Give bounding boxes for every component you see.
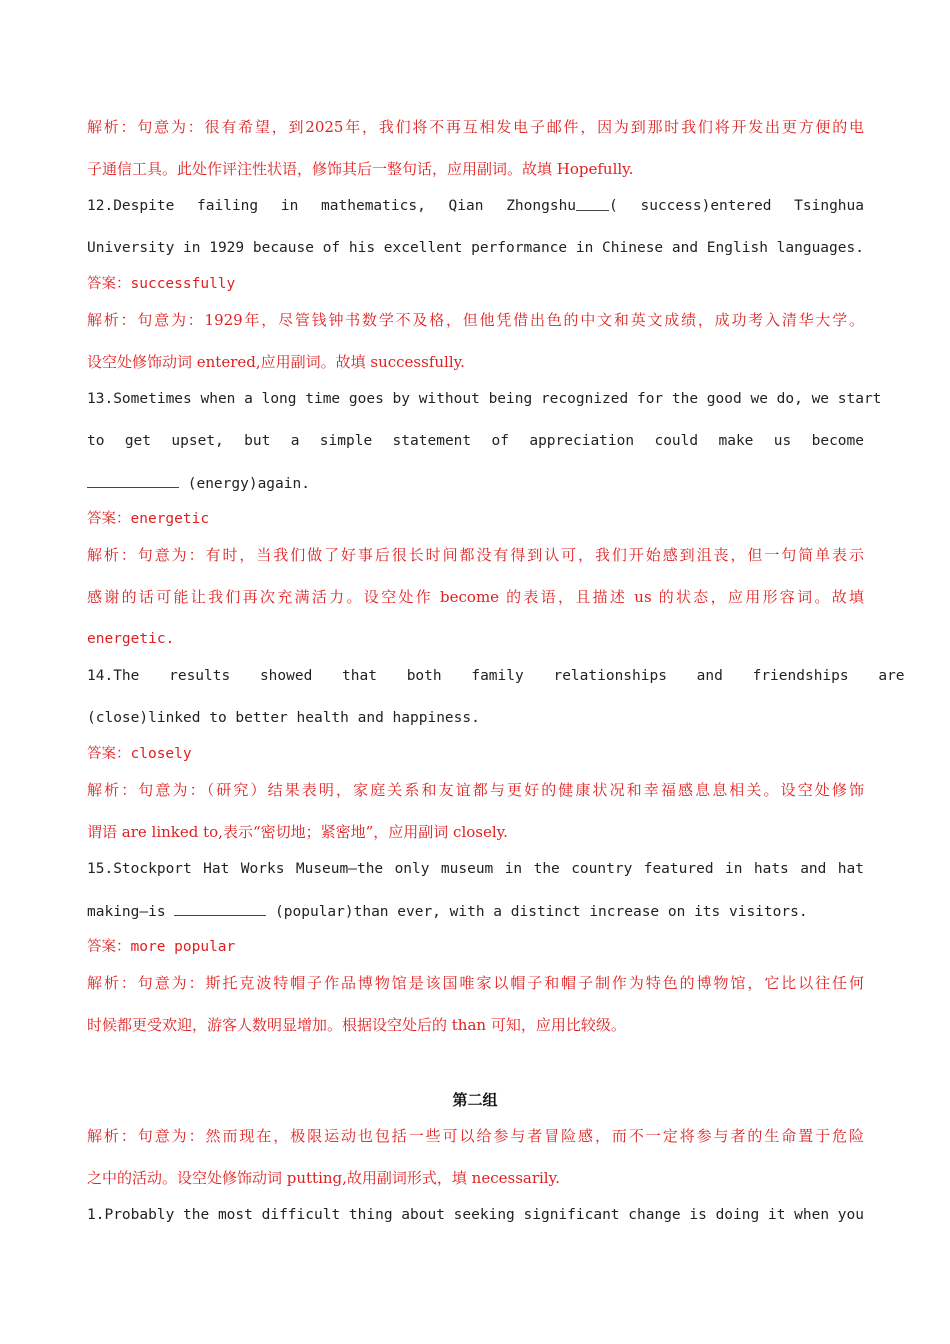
q12-stem-line-1	[87, 196, 864, 216]
q13-stem-line-3	[87, 473, 864, 494]
q14-analysis-line-2: 谓语 are linked to,表示“密切地；紧密地”，应用副词 closely.	[87, 823, 508, 841]
q13-stem-line-3-text: (energy)again.	[187, 476, 310, 492]
q13-analysis-line-2: 感谢的话可能让我们再次充满活力。设空处作 become 的表语，且描述 us 的状态，应用形容词。故填	[87, 588, 864, 606]
q13-stem-line-1: 13.Sometimes when a long time goes by without being recognized for the good we do, we start	[87, 391, 882, 407]
q12-stem-line-2: University in 1929 because of his excellent performance in Chinese and English languages.	[87, 240, 864, 256]
q15-analysis-line-1: 解析：句意为：斯托克波特帽子作品博物馆是该国唯家以帽子和帽子制作为特色的博物馆，它比以往任何	[87, 974, 864, 992]
q15-answer: 答案：more popular	[87, 939, 236, 955]
section-title: 第二组	[452, 1091, 498, 1109]
q13-answer-blank	[87, 473, 179, 488]
q14-answer: 答案：closely	[87, 746, 192, 762]
section-analysis-line-2: 之中的活动。设空处修饰动词 putting,故用副词形式，填 necessarily.	[87, 1169, 560, 1187]
q14-stem-line-2: (close)linked to better health and happiness.	[87, 710, 480, 726]
q15-stem-line-1: 15.Stockport Hat Works Museum—the only museum in the country featured in hats and hat	[87, 861, 864, 877]
q14-analysis-line-1: 解析：句意为：（研究）结果表明，家庭关系和友谊都与更好的健康状况和幸福感息息相关。设空处修饰	[87, 781, 864, 799]
q13-stem-line-2: to get upset, but a simple statement of appreciation could make us become	[87, 433, 864, 449]
q11-analysis-line-2: 子通信工具。此处作评注性状语，修饰其后一整句话，应用副词。故填 Hopefully.	[87, 160, 634, 178]
q15-stem-line-2	[87, 901, 864, 922]
q14-stem-text: 14.The results showed that both family relationships and friendships are	[87, 668, 905, 684]
q12-answer-blank	[576, 196, 609, 211]
q12-stem-part-a: 12.Despite failing in mathematics, Qian Zhongshu	[87, 198, 577, 214]
q15-answer-blank	[174, 901, 266, 916]
section-analysis-line-1: 解析：句意为：然而现在，极限运动也包括一些可以给参与者冒险感，而不一定将参与者的生命置于危险	[87, 1127, 864, 1145]
q12-analysis-line-1: 解析：句意为：1929年，尽管钱钟书数学不及格，但他凭借出色的中文和英文成绩，成功考入清华大学。	[87, 311, 864, 329]
q13-analysis-line-1: 解析：句意为：有时，当我们做了好事后很长时间都没有得到认可，我们开始感到沮丧，但一句简单表示	[87, 546, 864, 564]
q12-analysis-line-2: 设空处修饰动词 entered,应用副词。故填 successfully.	[87, 353, 465, 371]
q12-answer: 答案：successfully	[87, 276, 236, 292]
q12-stem-part-b: ( success)entered Tsinghua	[609, 198, 864, 214]
section-q1-stem-line-1: 1.Probably the most difficult thing about seeking significant change is doing it when you	[87, 1207, 864, 1223]
q15-stem-part-b: (popular)than ever, with a distinct increase on its visitors.	[275, 904, 808, 920]
q13-analysis-line-3: energetic.	[87, 631, 175, 647]
q15-stem-part-a: making—is	[87, 904, 166, 920]
q15-analysis-line-2: 时候都更受欢迎，游客人数明显增加。根据设空处后的 than 可知，应用比较级。	[87, 1016, 626, 1034]
q14-stem-line-1	[87, 666, 905, 686]
q13-answer: 答案：energetic	[87, 511, 210, 527]
q11-analysis-line-1: 解析：句意为：很有希望，到2025年，我们将不再互相发电子邮件，因为到那时我们将开发出更方便的电	[87, 118, 864, 136]
